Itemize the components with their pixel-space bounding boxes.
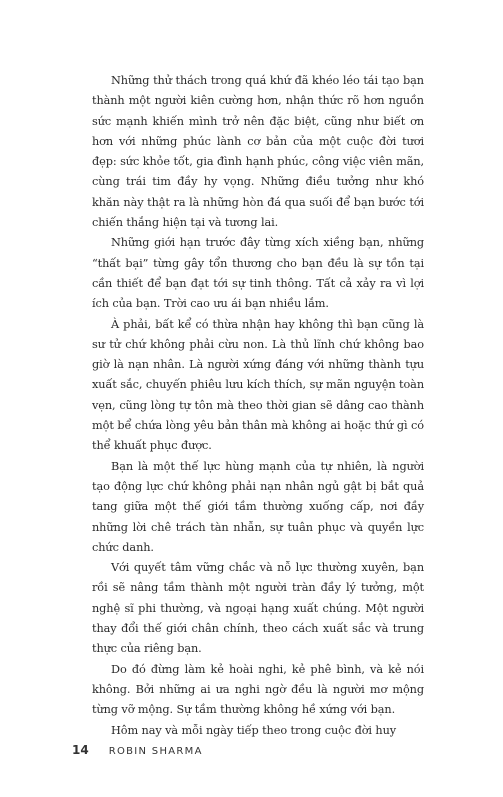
paragraph-3: À phải, bất kể có thừa nhận hay không thì bạn cũng là sư tử chứ không phải cừu non. Là thủ lĩnh chứ không bao giờ là nạn nhân. Là người xứng đáng với những thành tựu xuất sắc, chuyến phiêu lưu kích thích, sự mãn nguyện toàn vẹn, cũng lòng tự tôn mà theo thời gian sẽ dâng cao thành một bể chứa lòng yêu bản thân mà không ai hoặc thứ gì có thể khuất phục được. bbox=[92, 317, 424, 453]
running-author: ROBIN SHARMA bbox=[108, 746, 203, 757]
paragraph-7: Hôm nay và mỗi ngày tiếp theo trong cuộc đời huy bbox=[111, 723, 397, 737]
paragraph-4: Bạn là một thế lực hùng mạnh của tự nhiên, là người tạo động lực chứ không phải nạn nhân ngủ gật bị bắt quả tang giữa một thế giới tầm thường xuống cấp, nơi đầy những lời chê trách tàn nhẫn, sự tuân phục và quyền lực chức danh. bbox=[92, 459, 424, 554]
paragraph-2: Những giới hạn trước đây từng xích xiềng bạn, những “thất bại” từng gây tổn thương cho bạn đều là sự tồn tại cần thiết để bạn đạt tới sự tinh thông. Tất cả xảy ra vì lợi ích của bạn. Trời cao ưu ái bạn nhiều lắm. bbox=[92, 236, 424, 311]
paragraph-6: Do đó đừng làm kẻ hoài nghi, kẻ phê bình, và kẻ nói không. Bởi những ai ưa nghi ngờ đều là người mơ mộng từng vỡ mộng. Sự tầm thường không hề xứng với bạn. bbox=[92, 662, 424, 717]
page-number: 14 bbox=[72, 743, 89, 757]
paragraph-5: Với quyết tâm vững chắc và nỗ lực thường xuyên, bạn rồi sẽ nâng tầm thành một người tràn đầy lý tưởng, một nghệ sĩ phi thường, và ngoại hạng xuất chúng. Một người thay đổi thế giới chân chính, theo cách xuất sắc và trung thực của riêng bạn. bbox=[92, 561, 424, 656]
page-footer bbox=[72, 743, 203, 757]
paragraph-1: Những thử thách trong quá khứ đã khéo léo tái tạo bạn thành một người kiên cường hơn, nhận thức rõ hơn nguồn sức mạnh khiến mình trở nên đặc biệt, cũng như biết ơn hơn với những phúc lành cơ bản của một cuộc đời tươi đẹp: sức khỏe tốt, gia đình hạnh phúc, công việc viên mãn, cùng trái tim đầy hy vọng. Những điều tưởng như khó khăn này thật ra là những hòn đá qua suối để bạn bước tới chiến thắng hiện tại và tương lai. bbox=[92, 74, 424, 230]
page-body bbox=[92, 71, 424, 741]
